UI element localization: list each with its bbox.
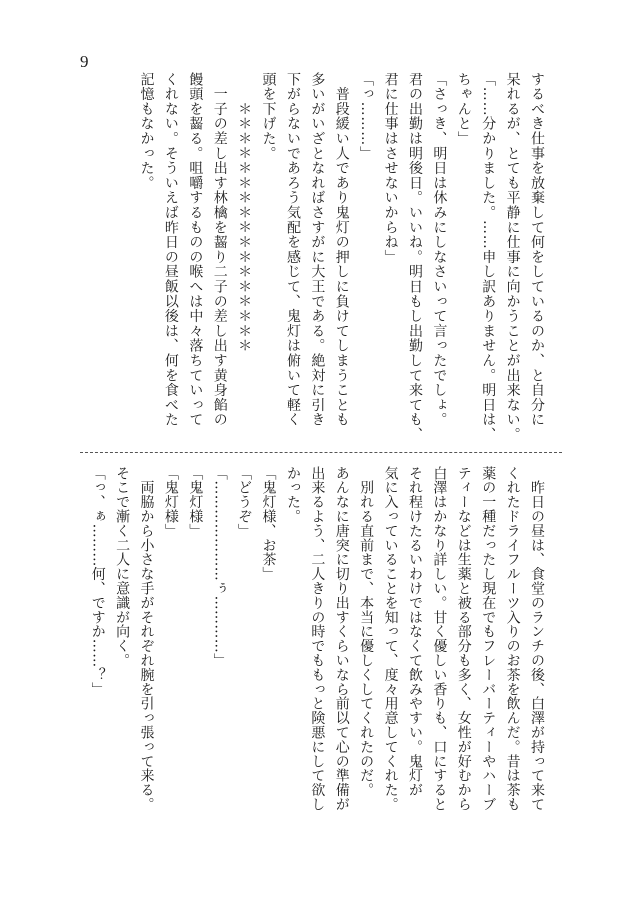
text-line: あんなに唐突に切り出すくらいなら前以て心の準備が [333,466,350,812]
bottom-text-block [85,466,549,812]
text-line: そこで漸く二人に意識が向く。 [114,466,131,668]
text-line: 別れる直前まで、本当に優しくしてくれたのだ。 [358,466,375,798]
text-line: 一子の差し出す林檎を齧り二子の差し出す黄身餡の [211,72,228,428]
text-line: 「……分かりました。……申し訳ありません。明日は、 [480,72,497,442]
dialogue-line: 「…………………ぅ…………」 [211,466,228,668]
text-line: 多いがいざとなればさすがに大王である。絶対に引き [309,72,326,428]
text-line: 呆れるが、とても平静に仕事に向かうことが出来ない。 [504,72,521,442]
text-line: 昨日の昼は、食堂のランチの後、白澤が持って来て [529,466,545,812]
text-line: それ程けたるいわけではなくて飲みやすい。鬼灯が [406,466,423,798]
text-line: 記憶もなかった。 [138,72,155,191]
scene-break: ＊＊＊＊＊＊＊＊＊＊＊＊＊＊＊＊＊ [236,72,253,354]
text-line: ティーなどは生薬と被る部分も多く、女性が好むから [455,466,472,812]
dialogue-line: 「どうぞ」 [236,466,253,538]
page-number: 9 [80,52,89,71]
dialogue-line: 「鬼灯様」 [162,466,179,538]
text-line: 頭を下げた。 [260,72,277,161]
text-line: 君の出勤は明後日。いいね。明日もし出勤して来ても、 [406,72,423,442]
text-line: 「さっき、明日は休みにしなさいって言ったでしょ。 [431,72,448,428]
dialogue-line: 「鬼灯様、お茶」 [260,466,277,582]
text-line: ちゃんと」 [455,72,472,146]
text-line: 出来るよう、二人きりの時でももっと険悪にして欲し [309,466,326,812]
text-line: かった。 [284,466,301,524]
text-line: 普段緩い人であり鬼灯の押しに負けてしまうことも [333,72,350,428]
text-line: 両脇から小さな手がそれぞれ腕を引っ張って来る。 [138,466,155,812]
top-text-block [134,72,549,442]
text-line: 気に入っていることを知って、度々用意してくれた。 [382,466,399,812]
text-line: 下がらないであろう気配を感じて、鬼灯は俯いて軽く [284,72,301,428]
text-line: するべき仕事を放棄して何をしているのか、と自分に [529,72,545,428]
dialogue-line: 「鬼灯様」 [187,466,204,538]
text-line: 白澤はかなり詳しい。甘く優しい香りも、口にすると [431,466,448,812]
text-line: 薬の一種だったし現在でもフレーバーティーやハーブ [480,466,497,812]
text-line: くれない。そういえば昨日の昼飯以後は、何を食べた [162,72,179,428]
text-line: 饅頭を齧る。咀嚼するものの喉へは中々落ちていって [187,72,204,428]
dialogue-line: 「っ、ぁ………何、ですか……？」 [89,466,106,697]
section-divider [80,452,562,453]
text-line: 「っ………」 [358,72,375,161]
text-line: 君に仕事はさせないからね」 [382,72,399,265]
text-line: くれたドライフルーツ入りのお茶を飲んだ。昔は茶も [504,466,521,812]
